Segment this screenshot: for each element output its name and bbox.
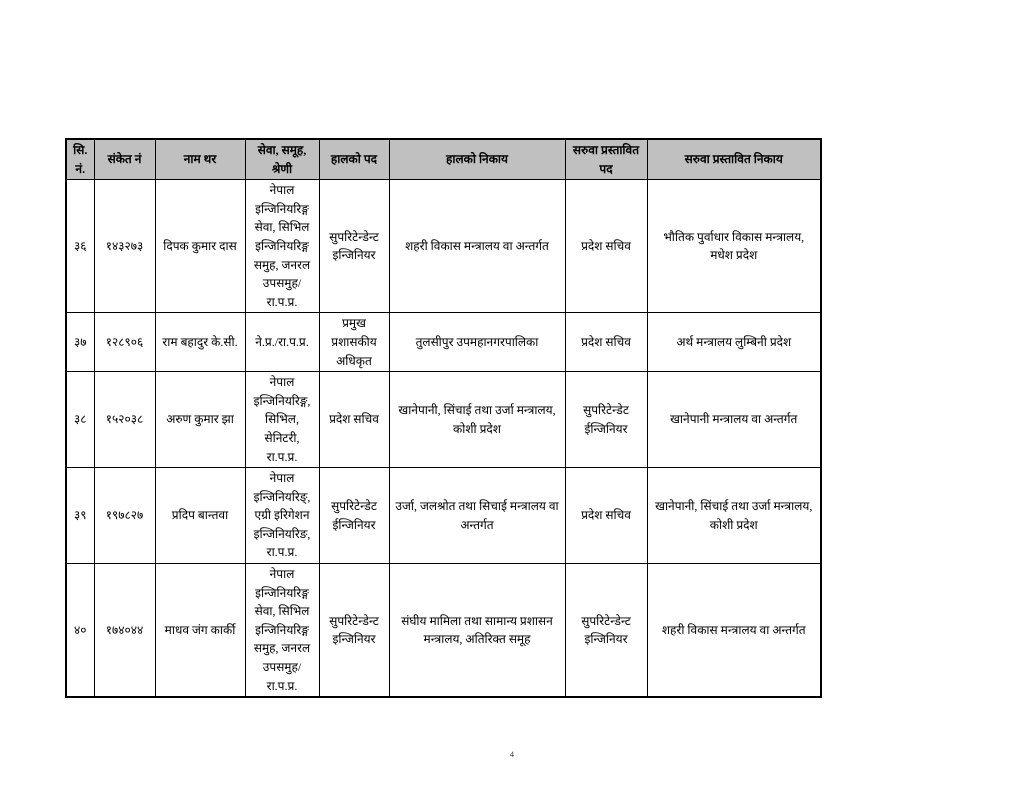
cell-proposed-post: प्रदेश सचिव: [565, 313, 647, 372]
cell-code-no: १२८९०६: [94, 313, 155, 372]
table-row: [66, 564, 821, 698]
cell-service-group: ने.प्र./रा.प.प्र.: [245, 313, 319, 372]
cell-service-group: नेपाल इन्जिनियरिङ्ग, सिभिल, सेनिटरी, रा.प.प्र.: [245, 372, 319, 468]
cell-service-group: नेपाल इन्जिनियरिङ्ग सेवा, सिभिल इन्जिनियरिङ्ग समुह, जनरल उपसमुह/रा.प.प्र.: [245, 180, 319, 313]
cell-current-post: प्रदेश सचिव: [319, 372, 389, 468]
cell-service-group: नेपाल इन्जिनियरिङ्, एग्री इरिगेशन इन्जिनियरिङ, रा.प.प्र.: [245, 468, 319, 564]
cell-serial-no: ३९: [66, 468, 94, 564]
cell-current-body: संघीय मामिला तथा सामान्य प्रशासन मन्त्रालय, अतिरिक्त समूह: [389, 564, 565, 698]
cell-proposed-body: अर्थ मन्त्रालय लुम्बिनी प्रदेश: [647, 313, 821, 372]
cell-current-body: तुलसीपुर उपमहानगरपालिका: [389, 313, 565, 372]
header-serial-no: सि.नं.: [66, 139, 94, 180]
header-current-post: हालको पद: [319, 139, 389, 180]
page-number: 4: [510, 750, 514, 759]
cell-proposed-body: भौतिक पुर्वाधार विकास मन्त्रालय, मधेश प्रदेश: [647, 180, 821, 313]
table-row: [66, 180, 821, 313]
cell-name: अरुण कुमार झा: [155, 372, 245, 468]
cell-name: दिपक कुमार दास: [155, 180, 245, 313]
cell-code-no: १९७८२७: [94, 468, 155, 564]
table-row: [66, 372, 821, 468]
table-header-row: [66, 139, 821, 180]
header-current-body: हालको निकाय: [389, 139, 565, 180]
header-proposed-body: सरुवा प्रस्तावित निकाय: [647, 139, 821, 180]
cell-current-post: प्रमुख प्रशासकीय अधिकृत: [319, 313, 389, 372]
cell-serial-no: ४०: [66, 564, 94, 698]
cell-code-no: १४३२७३: [94, 180, 155, 313]
cell-service-group: नेपाल इन्जिनियरिङ्ग सेवा, सिभिल इन्जिनियरिङ्ग समुह, जनरल उपसमुह/रा.प.प्र.: [245, 564, 319, 698]
cell-name: प्रदिप बान्तवा: [155, 468, 245, 564]
cell-proposed-post: सुपरिटेन्डेन्ट इन्जिनियर: [565, 564, 647, 698]
cell-proposed-body: खानेपानी, सिंचाई तथा उर्जा मन्त्रालय, कोशी प्रदेश: [647, 468, 821, 564]
transfer-table: [65, 138, 822, 698]
cell-serial-no: ३७: [66, 313, 94, 372]
cell-current-body: खानेपानी, सिंचाई तथा उर्जा मन्त्रालय, कोशी प्रदेश: [389, 372, 565, 468]
header-service-group: सेवा, समूह, श्रेणी: [245, 139, 319, 180]
cell-current-post: सुपरिटेन्डेन्ट इन्जिनियर: [319, 564, 389, 698]
header-code-no: संकेत नं: [94, 139, 155, 180]
cell-current-body: शहरी विकास मन्त्रालय वा अन्तर्गत: [389, 180, 565, 313]
cell-name: माधव जंग कार्की: [155, 564, 245, 698]
table-row: [66, 313, 821, 372]
cell-proposed-body: खानेपानी मन्त्रालय वा अन्तर्गत: [647, 372, 821, 468]
cell-proposed-post: प्रदेश सचिव: [565, 468, 647, 564]
header-name: नाम थर: [155, 139, 245, 180]
cell-name: राम बहादुर के.सी.: [155, 313, 245, 372]
cell-current-post: सुपरिटेन्डेट ईन्जिनियर: [319, 468, 389, 564]
cell-current-post: सुपरिटेन्डेन्ट इन्जिनियर: [319, 180, 389, 313]
cell-serial-no: ३६: [66, 180, 94, 313]
cell-proposed-post: सुपरिटेन्डेट ईन्जिनियर: [565, 372, 647, 468]
cell-code-no: १७४०४४: [94, 564, 155, 698]
table-row: [66, 468, 821, 564]
cell-proposed-post: प्रदेश सचिव: [565, 180, 647, 313]
cell-current-body: उर्जा, जलश्रोत तथा सिचाई मन्त्रालय वा अन्तर्गत: [389, 468, 565, 564]
cell-serial-no: ३८: [66, 372, 94, 468]
cell-proposed-body: शहरी विकास मन्त्रालय वा अन्तर्गत: [647, 564, 821, 698]
cell-code-no: १५२०३८: [94, 372, 155, 468]
header-proposed-post: सरुवा प्रस्तावित पद: [565, 139, 647, 180]
